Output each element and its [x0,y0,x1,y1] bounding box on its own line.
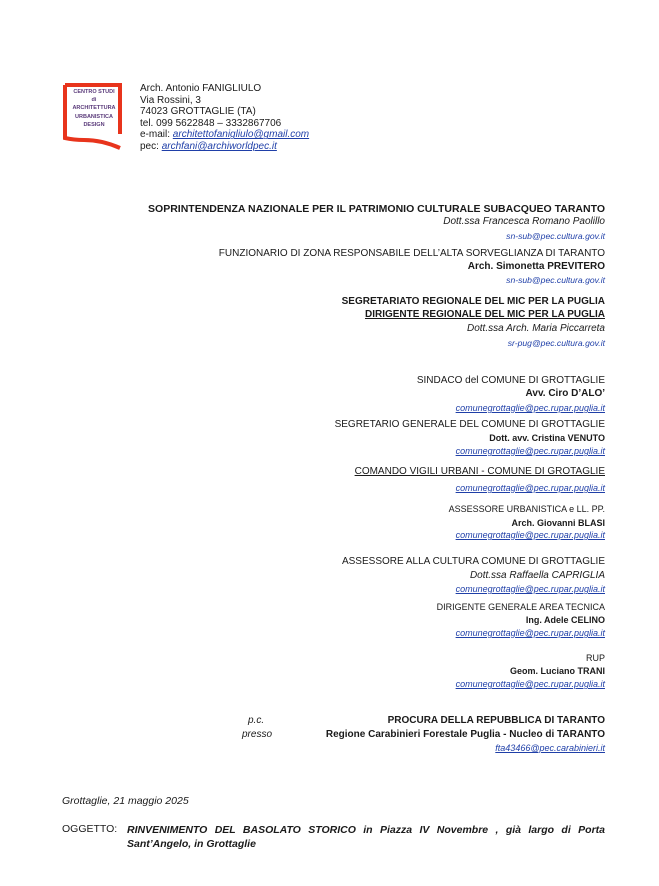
recipient-5-email[interactable]: comunegrottaglie@pec.rupar.puglia.it [455,446,605,456]
recipient-7-email[interactable]: comunegrottaglie@pec.rupar.puglia.it [455,530,605,540]
sender-pec-row [140,141,309,153]
studio-logo [62,82,124,148]
recipient-9-title: DIRIGENTE GENERALE AREA TECNICA [436,602,605,612]
sender-name: Arch. Antonio FANIGLIULO [140,83,262,94]
recipient-9-name: Ing. Adele CELINO [525,615,605,625]
recipient-8-name: Dott.ssa Raffaella CAPRIGLIA [469,570,605,581]
recipient-6-email[interactable]: comunegrottaglie@pec.rupar.puglia.it [455,483,605,493]
subject-line-1: RINVENIMENTO DEL BASOLATO STORICO in Piazza IV Novembre , già largo di Porta [127,824,605,836]
recipient-3-title-2: DIRIGENTE REGIONALE DEL MIC PER LA PUGLIA [364,309,605,320]
recipient-9-email[interactable]: comunegrottaglie@pec.rupar.puglia.it [455,628,605,638]
letter-date: Grottaglie, 21 maggio 2025 [62,795,189,807]
sender-city: 74023 GROTTAGLIE (TA) [140,106,256,118]
recipient-2-title: FUNZIONARIO DI ZONA RESPONSABILE DELL’ALTA SORVEGLIANZA DI TARANTO [218,248,605,259]
recipient-4-email[interactable]: comunegrottaglie@pec.rupar.puglia.it [455,403,605,413]
recipient-3-title-1: SEGRETARIATO REGIONALE DEL MIC PER LA PUGLIA [341,296,605,307]
logo-line-1: CENTRO STUDI [73,89,115,95]
cc-email[interactable]: fta43466@pec.carabinieri.it [495,743,605,753]
recipient-1-title: SOPRINTENDENZA NAZIONALE PER IL PATRIMONIO CULTURALE SUBACQUEO TARANTO [148,203,605,215]
logo-line-5: DESIGN [83,121,105,128]
subject-label: OGGETTO: [62,823,118,835]
pec-label: pec: [140,140,162,152]
recipient-8-email[interactable]: comunegrottaglie@pec.rupar.puglia.it [455,584,605,594]
recipient-5-name: Dott. avv. Cristina VENUTO [489,433,605,443]
recipient-3-name: Dott.ssa Arch. Maria Piccarreta [466,323,605,334]
recipient-4-name: Avv. Ciro D’ALO’ [525,388,605,399]
recipient-4-title: SINDACO del COMUNE DI GROTTAGLIE [416,375,605,386]
sender-email-link[interactable]: architettofanigliulo@gmail.com [172,129,310,141]
logo-line-4: URBANISTICA [75,113,113,120]
recipient-6-title: COMANDO VIGILI URBANI - COMUNE DI GROTAGLIE [354,466,605,477]
letterhead [140,83,309,153]
recipient-10-email[interactable]: comunegrottaglie@pec.rupar.puglia.it [455,679,605,689]
recipient-3-email[interactable]: sr-pug@pec.cultura.gov.it [507,338,605,348]
cc-presso-label: presso [242,729,273,740]
sender-email-row [140,129,309,141]
recipient-8-title: ASSESSORE ALLA CULTURA COMUNE DI GROTTAGLIE [341,556,605,567]
recipient-2-email[interactable]: sn-sub@pec.cultura.gov.it [506,275,605,285]
sender-phone: tel. 099 5622848 – 3332867706 [140,117,282,129]
subject-text [127,823,605,851]
cc-line-1: PROCURA DELLA REPUBBLICA DI TARANTO [387,715,605,726]
logo-line-2: di [91,97,97,104]
cc-label: p.c. [248,715,265,726]
recipient-7-title: ASSESSORE URBANISTICA e LL. PP. [448,504,605,514]
recipient-2-name: Arch. Simonetta PREVITERO [467,261,605,272]
email-label: e-mail: [140,129,173,141]
logo-line-3: ARCHITETTURA [72,105,116,112]
recipient-10-title: RUP [585,653,605,663]
recipient-5-title: SEGRETARIO GENERALE DEL COMUNE DI GROTTAGLIE [334,419,605,430]
subject-line-2: Sant’Angelo, in Grottaglie [127,838,256,850]
recipient-10-name: Geom. Luciano TRANI [509,666,605,676]
recipient-7-name: Arch. Giovanni BLASI [511,518,605,528]
sender-street: Via Rossini, 3 [140,94,201,106]
sender-pec-link[interactable]: archfani@archiworldpec.it [161,140,277,152]
recipient-1-email[interactable]: sn-sub@pec.cultura.gov.it [506,231,605,241]
cc-line-2: Regione Carabinieri Forestale Puglia - Nucleo di TARANTO [325,729,605,740]
recipient-1-name: Dott.ssa Francesca Romano Paolillo [443,216,605,227]
